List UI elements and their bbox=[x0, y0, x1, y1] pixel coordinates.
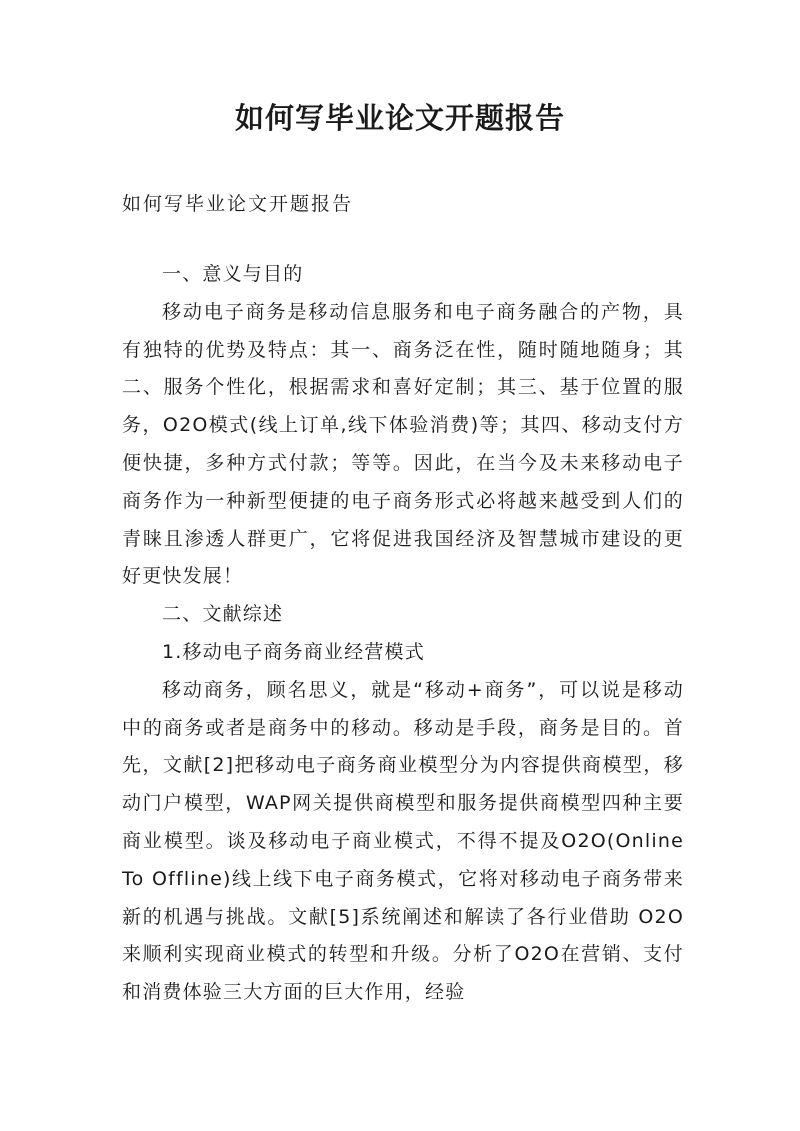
document-title: 如何写毕业论文开题报告 bbox=[234, 101, 565, 135]
paragraph-business-model: 移动商务，顾名思义，就是“移动+商务”，可以说是移动中的商务或者是商务中的移动。移动是手段，商务是目的。首先，文献[2]把移动电子商务商业模型分为内容提供商模型，移动门户模型，WAP网关提供商模型和服务提供商模型四种主要商业模型。谈及移动电子商业模式，不得不提及O2O(Online To Offline)线上线下电子商务模式，它将对移动电子商务带来新的机遇与挑战。文献[5]系统阐述和解读了各行业借助 O2O来顺利实现商业模式的转型和升级。分析了O2O在营销、支付和消费体验三大方面的巨大作用，经验 bbox=[122, 678, 684, 1004]
section-heading-literature: 二、文献综述 bbox=[162, 603, 284, 626]
document-subtitle: 如何写毕业论文开题报告 bbox=[122, 193, 354, 215]
document-body bbox=[122, 256, 684, 1012]
section-heading-purpose: 一、意义与目的 bbox=[162, 263, 304, 285]
paragraph-purpose: 移动电子商务是移动信息服务和电子商务融合的产物，具有独特的优势及特点：其一、商务泛在性，随时随地随身；其二、服务个性化，根据需求和喜好定制；其三、基于位置的服务，O2O模式(线上订单,线下体验消费)等；其四、移动支付方便快捷，多种方式付款；等等。因此，在当今及未来移动电子商务作为一种新型便捷的电子商务形式必将越来越受到人们的青睐且渗透人群更广，它将促进我国经济及智慧城市建设的更好更快发展！ bbox=[122, 300, 684, 588]
subsection-heading-business-model: 1.移动电子商务商业经营模式 bbox=[162, 640, 425, 663]
